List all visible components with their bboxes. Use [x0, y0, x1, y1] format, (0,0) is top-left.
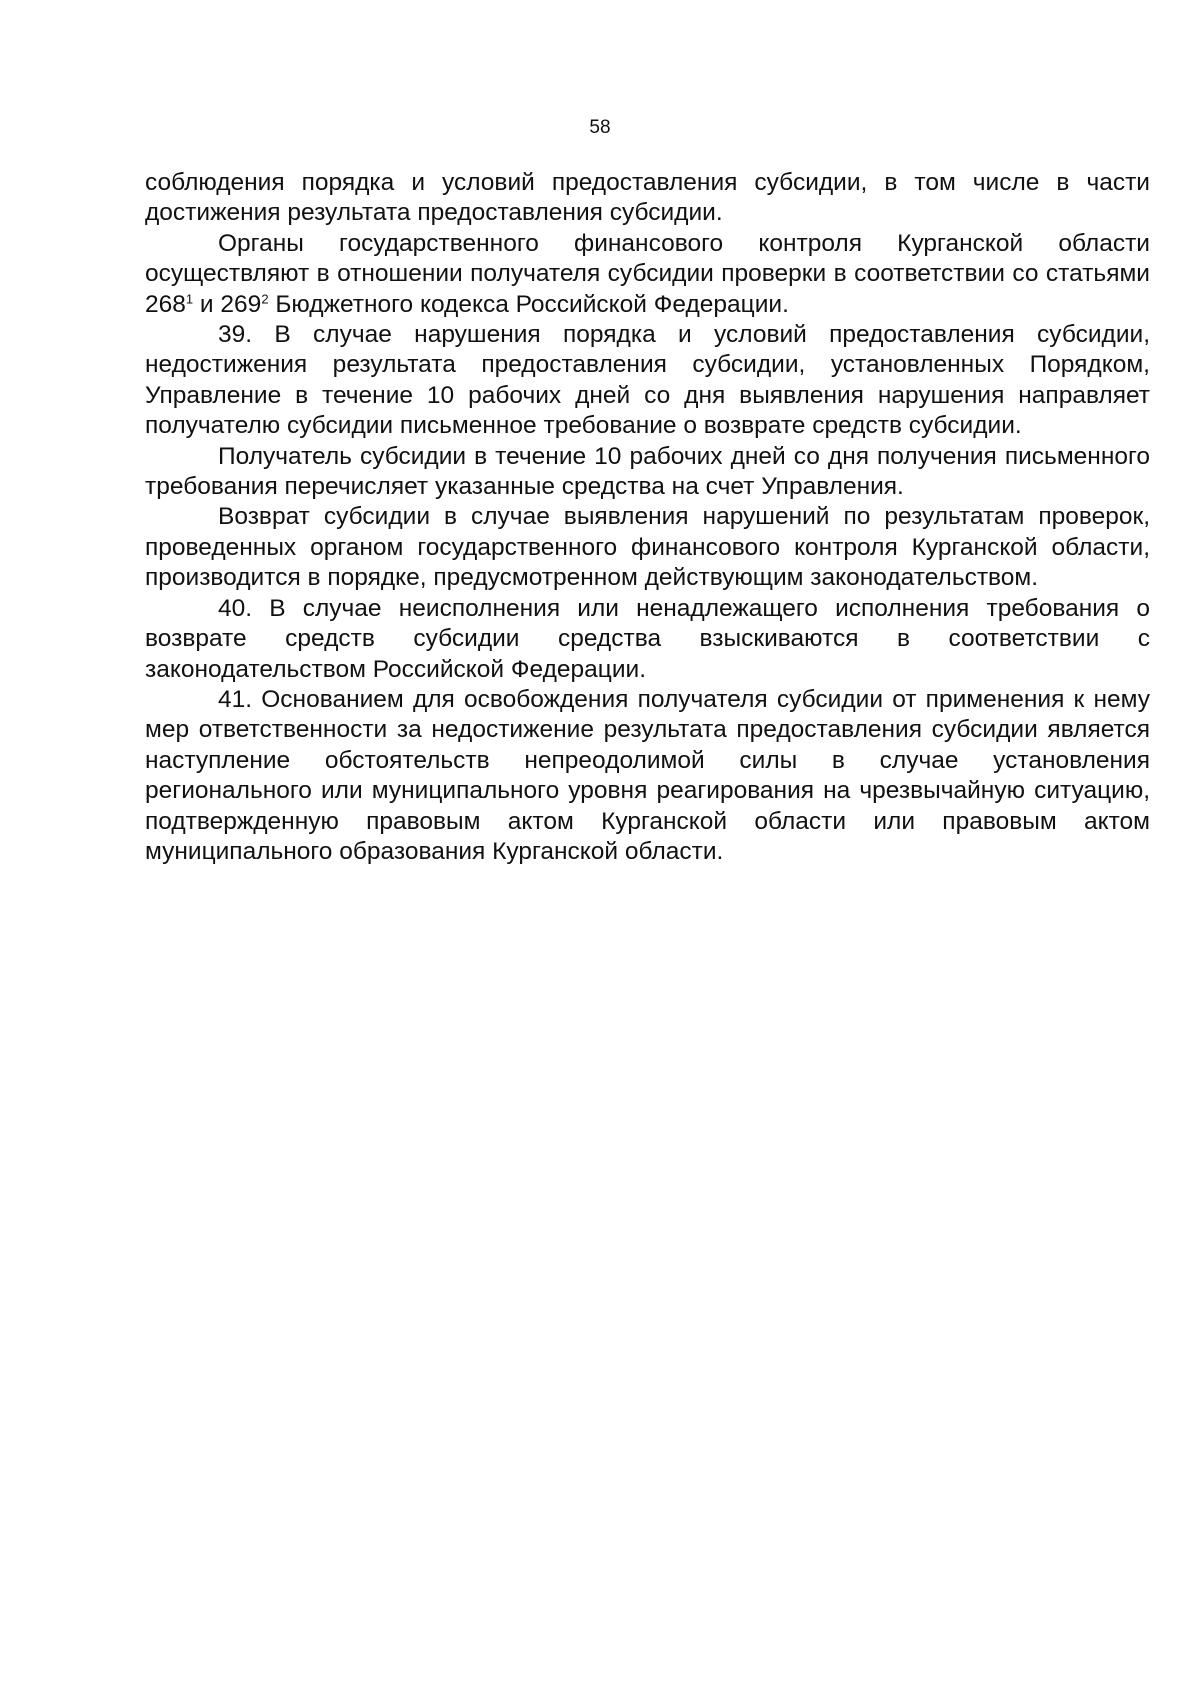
paragraph-clause-39: 39. В случае нарушения порядка и условий предоставления субсидии, недостижения результата предоставления субсидии, установленных Порядком, Управление в течение 10 рабочих дней со дня выявления нарушения направляет получателю субсидии письменное требование о возврате средств субсидии.	[145, 321, 1150, 440]
paragraph-text: Органы государственного финансового контроля Курганской области осуществляют в отношении получателя субсидии проверки в соответствии со статьями 268	[145, 229, 1150, 318]
paragraph-control-bodies	[145, 229, 1150, 320]
page-number: 58	[589, 117, 611, 138]
paragraph-clause-41: 41. Основанием для освобождения получателя субсидии от применения к нему мер ответственности за недостижение результата предоставления субсидии является наступление обстоятельств непреодолимой силы в случае установления регионального или муниципального уровня реагирования на чрезвычайную ситуацию, подтвержденную правовым актом Курганской области или правовым актом муниципального образования Курганской области.	[145, 685, 1150, 865]
superscript-footnote: 2	[261, 291, 269, 307]
paragraph-clause-40: 40. В случае неисполнения или ненадлежащего исполнения требования о возврате средств субсидии средства взыскиваются в соответствии с законодательством Российской Федерации.	[145, 594, 1150, 683]
superscript-footnote: 1	[185, 291, 194, 307]
document-body	[145, 168, 1150, 867]
paragraph-text: Бюджетного кодекса Российской Федерации.	[268, 290, 789, 318]
paragraph-text: и 269	[193, 290, 262, 318]
paragraph-recipient-refund: Получатель субсидии в течение 10 рабочих дней со дня получения письменного требования перечисляет указанные средства на счет Управления.	[145, 442, 1150, 501]
paragraph-continuation: соблюдения порядка и условий предоставления субсидии, в том числе в части достижения результата предоставления субсидии.	[145, 169, 1150, 227]
paragraph-refund-procedure: Возврат субсидии в случае выявления нарушений по результатам проверок, проведенных органом государственного финансового контроля Курганской области, производится в порядке, предусмотренном действующим законодательством.	[145, 503, 1150, 592]
